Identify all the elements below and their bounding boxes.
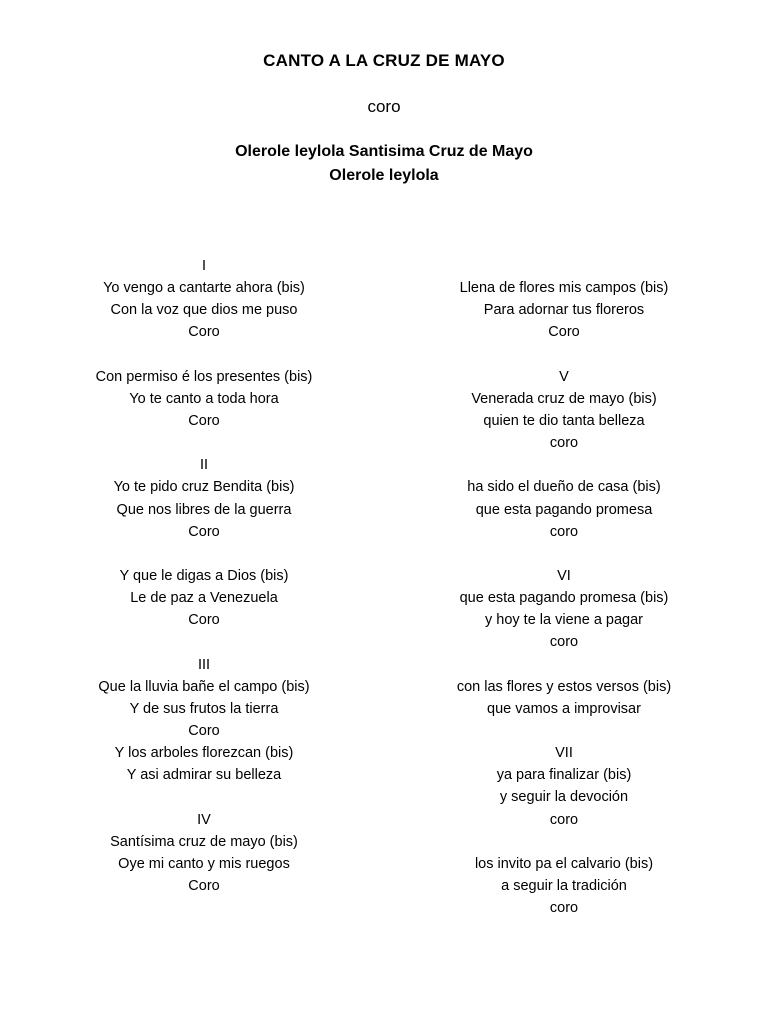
- verse-line: Venerada cruz de mayo (bis): [471, 390, 657, 407]
- verse-line: que esta pagando promesa (bis): [459, 590, 669, 607]
- verse-line: que esta pagando promesa: [475, 501, 653, 518]
- verse-line: coro: [549, 900, 579, 917]
- verse-line: Yo te pido cruz Bendita (bis): [113, 479, 295, 496]
- verse-line: con las flores y estos versos (bis): [456, 678, 672, 695]
- verse-line: [59, 543, 349, 565]
- verse-line: Coro: [188, 877, 220, 894]
- verse-line: III: [197, 656, 211, 673]
- verse-line: Y los arboles florezcan (bis): [114, 745, 294, 762]
- verse-line: [59, 432, 349, 454]
- verse-line: V: [559, 368, 569, 385]
- verse-line: VI: [557, 567, 571, 584]
- verse-line: Y que le digas a Dios (bis): [119, 567, 289, 584]
- verse-line: [59, 631, 349, 653]
- verse-line: Coro: [548, 324, 580, 341]
- verse-line: IV: [197, 811, 211, 828]
- verse-line: a seguir la tradición: [501, 877, 627, 894]
- verse-line: quien te dio tanta belleza: [483, 412, 645, 429]
- verse-line: Con la voz que dios me puso: [110, 302, 298, 319]
- verse-line: Coro: [188, 412, 220, 429]
- verse-line: Coro: [188, 612, 220, 629]
- verse-line: [419, 654, 709, 676]
- verse-line: coro: [549, 523, 579, 540]
- verse-line: Llena de flores mis campos (bis): [459, 280, 669, 297]
- verse-line: [419, 344, 709, 366]
- verse-line: y hoy te la viene a pagar: [485, 612, 643, 629]
- song-title: CANTO A LA CRUZ DE MAYO: [263, 51, 505, 70]
- verse-line: ya para finalizar (bis): [496, 767, 632, 784]
- verse-line: y seguir la devoción: [499, 789, 629, 806]
- verse-line: Que nos libres de la guerra: [116, 501, 292, 518]
- verse-line: Le de paz a Venezuela: [130, 590, 278, 607]
- verse-line: [419, 720, 709, 742]
- verse-line: [419, 831, 709, 853]
- verse-line: Y de sus frutos la tierra: [129, 700, 279, 717]
- verse-line: Y asi admirar su belleza: [126, 767, 282, 784]
- left-verse-column: [59, 255, 349, 897]
- verse-line: Que la lluvia bañe el campo (bis): [98, 678, 310, 695]
- verse-line: coro: [549, 435, 579, 452]
- verse-line: [59, 786, 349, 808]
- verse-line: ha sido el dueño de casa (bis): [467, 479, 661, 496]
- verse-line: Para adornar tus floreros: [483, 302, 645, 319]
- verse-line: coro: [549, 634, 579, 651]
- chorus-line: Olerole leylola: [329, 167, 439, 184]
- verse-line: coro: [549, 811, 579, 828]
- verse-line: Coro: [188, 722, 220, 739]
- verse-line: [419, 454, 709, 476]
- right-verse-column: [419, 255, 709, 919]
- verse-line: Yo te canto a toda hora: [129, 390, 279, 407]
- verse-line: II: [199, 457, 209, 474]
- coro-heading: coro: [367, 97, 401, 116]
- verse-line: Yo vengo a cantarte ahora (bis): [103, 280, 305, 297]
- verse-line: Coro: [188, 523, 220, 540]
- verse-line: I: [201, 258, 207, 274]
- chorus-block: [0, 140, 768, 188]
- verse-line: Santísima cruz de mayo (bis): [110, 833, 298, 850]
- verse-line: [59, 344, 349, 366]
- verse-line: [419, 255, 709, 277]
- verse-line: [419, 543, 709, 565]
- chorus-line: Olerole leylola Santisima Cruz de Mayo: [235, 143, 533, 160]
- verse-line: VII: [555, 745, 573, 762]
- verse-line: que vamos a improvisar: [487, 700, 641, 717]
- verse-line: Coro: [188, 324, 220, 341]
- verse-line: los invito pa el calvario (bis): [474, 855, 654, 872]
- verse-line: Con permiso é los presentes (bis): [95, 368, 313, 385]
- verse-line: Oye mi canto y mis ruegos: [118, 855, 290, 872]
